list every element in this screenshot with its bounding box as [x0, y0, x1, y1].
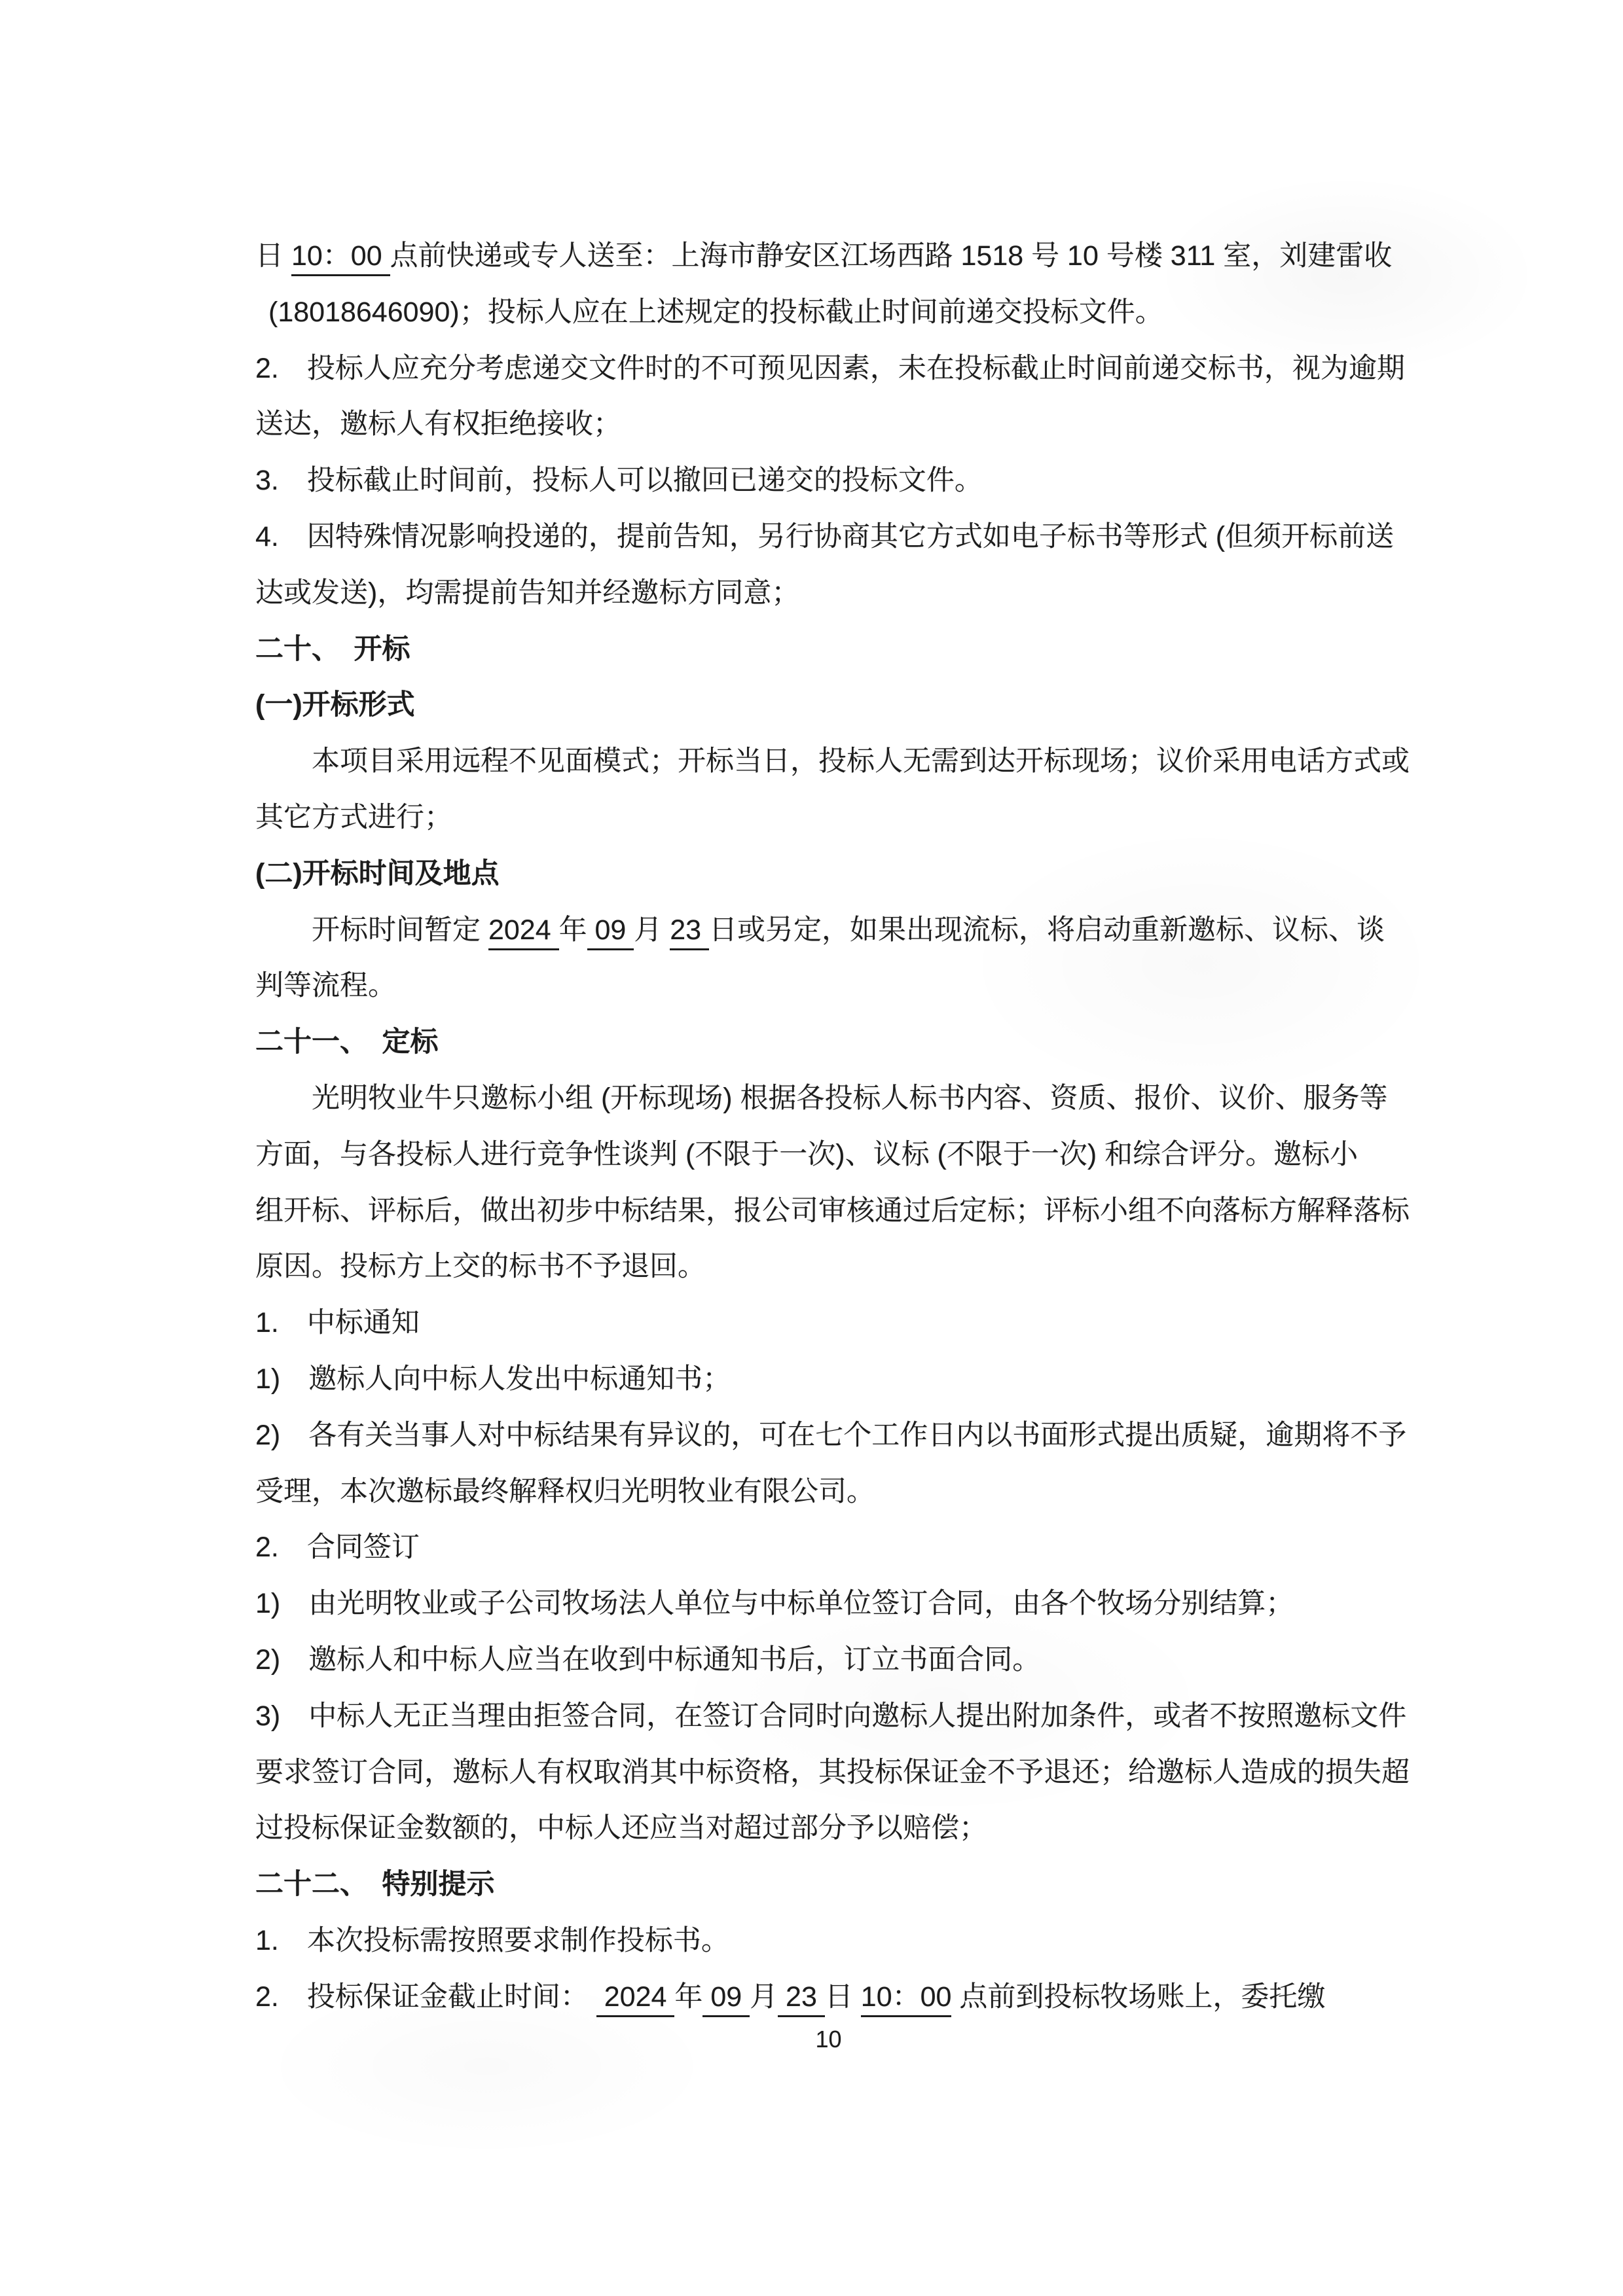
text-segment: 光明牧业牛只邀标小组 (开标现场) 根据各投标人标书内容、资质、报价、议价、服务等	[312, 1082, 1388, 1114]
text-line	[255, 1464, 1427, 1520]
text-segment: 1) 邀标人向中标人发出中标通知书；	[255, 1363, 731, 1395]
text-line	[255, 790, 1427, 846]
text-segment: 二十一、 定标	[255, 1026, 439, 1058]
text-line	[255, 1576, 1427, 1632]
text-line	[255, 1408, 1427, 1464]
text-segment: 2. 投标人应充分考虑递交文件时的不可预见因素，未在投标截止时间前递交标书，视为逾期	[255, 352, 1405, 384]
text-segment: (二)开标时间及地点	[255, 857, 500, 889]
text-line	[255, 1745, 1427, 1801]
text-segment: 2. 合同签订	[255, 1532, 420, 1564]
document-body	[255, 228, 1427, 2026]
text-segment: 日	[824, 1981, 861, 2013]
section-heading	[255, 846, 1427, 903]
text-line	[255, 1520, 1427, 1576]
text-segment: 2) 各有关当事人对中标结果有异议的，可在七个工作日内以书面形式提出质疑，逾期将不予	[255, 1419, 1407, 1451]
text-segment: 3. 投标截止时间前，投标人可以撤回已递交的投标文件。	[255, 465, 983, 497]
text-line	[255, 1801, 1427, 1857]
text-line	[255, 1352, 1427, 1408]
text-segment: 点前到投标牧场账上，委托缴	[951, 1981, 1326, 2013]
text-segment: (18018646090)；投标人应在上述规定的投标截止时间前递交投标文件。	[268, 296, 1163, 328]
text-line	[255, 1071, 1427, 1127]
text-segment: 方面，与各投标人进行竞争性谈判 (不限于一次)、议标 (不限于一次) 和综合评分。邀标小	[255, 1138, 1359, 1170]
text-segment: 开标时间暂定	[312, 914, 488, 946]
text-line	[255, 1632, 1427, 1689]
text-segment: 4. 因特殊情况影响投递的，提前告知，另行协商其它方式如电子标书等形式 (但须开标前送	[255, 520, 1395, 552]
underlined-value: 10：00	[291, 240, 390, 276]
text-segment: 1) 由光明牧业或子公司牧场法人单位与中标单位签订合同，由各个牧场分别结算；	[255, 1588, 1294, 1620]
underlined-value: 2024	[596, 1981, 675, 2017]
text-segment: 达或发送)，均需提前告知并经邀标方同意；	[255, 577, 800, 609]
page-footer	[0, 2026, 1623, 2053]
text-line	[255, 903, 1427, 959]
text-line	[255, 1969, 1427, 2026]
text-line	[255, 1913, 1427, 1969]
text-line	[255, 1183, 1427, 1240]
text-segment: 组开标、评标后，做出初步中标结果，报公司审核通过后定标；评标小组不向落标方解释落标	[255, 1194, 1410, 1227]
text-segment: 日	[255, 240, 291, 272]
text-line	[255, 958, 1427, 1014]
text-line	[255, 509, 1427, 565]
text-segment: 二十、 开标	[255, 633, 410, 665]
text-line	[255, 734, 1427, 790]
text-segment: 本项目采用远程不见面模式；开标当日，投标人无需到达开标现场；议价采用电话方式或	[312, 745, 1410, 778]
page-number: 10	[815, 2026, 842, 2053]
section-heading	[255, 1857, 1427, 1913]
section-heading	[255, 1014, 1427, 1071]
text-segment: 月	[750, 1981, 778, 2013]
text-segment: 判等流程。	[255, 970, 396, 1002]
underlined-value: 09	[702, 1981, 750, 2017]
underlined-value: 23	[778, 1981, 825, 2017]
text-segment: 1. 中标通知	[255, 1307, 420, 1339]
text-line	[255, 565, 1427, 622]
text-segment: 日或另定，如果出现流标，将启动重新邀标、议标、谈	[709, 914, 1385, 946]
text-line	[255, 228, 1427, 285]
text-segment: 过投标保证金数额的，中标人还应当对超过部分予以赔偿；	[255, 1812, 987, 1844]
underlined-value: 23	[670, 914, 709, 950]
text-segment: 3) 中标人无正当理由拒签合同，在签订合同时向邀标人提出附加条件，或者不按照邀标文件	[255, 1700, 1407, 1732]
text-segment: 原因。投标方上交的标书不予退回。	[255, 1251, 706, 1283]
section-heading	[255, 677, 1427, 734]
text-segment: 要求签订合同，邀标人有权取消其中标资格，其投标保证金不予退还；给邀标人造成的损失超	[255, 1756, 1410, 1788]
text-segment: 2. 投标保证金截止时间：	[255, 1981, 596, 2013]
text-line	[255, 453, 1427, 509]
underlined-value: 2024	[488, 914, 559, 950]
underlined-value: 10：00	[861, 1981, 952, 2017]
text-segment: 二十二、 特别提示	[255, 1869, 495, 1901]
text-segment: 受理，本次邀标最终解释权归光明牧业有限公司。	[255, 1475, 875, 1507]
text-line	[255, 1127, 1427, 1183]
text-line	[255, 341, 1427, 397]
text-line	[255, 1689, 1427, 1745]
text-line	[255, 397, 1427, 453]
text-line	[255, 285, 1427, 341]
text-segment: 月	[634, 914, 670, 946]
text-segment: 年	[558, 914, 587, 946]
text-segment: 2) 邀标人和中标人应当在收到中标通知书后，订立书面合同。	[255, 1643, 1041, 1676]
text-segment: 点前快递或专人送至：上海市静安区江场西路 1518 号 10 号楼 311 室，刘建雷收	[390, 240, 1393, 272]
text-segment: 1. 本次投标需按照要求制作投标书。	[255, 1924, 729, 1956]
underlined-value: 09	[587, 914, 634, 950]
text-line	[255, 1295, 1427, 1352]
text-segment: (一)开标形式	[255, 689, 415, 721]
text-segment: 其它方式进行；	[255, 801, 452, 833]
text-segment: 送达，邀标人有权拒绝接收；	[255, 408, 621, 440]
text-segment: 年	[674, 1981, 703, 2013]
document-lines	[255, 228, 1427, 2026]
text-line	[255, 1239, 1427, 1295]
section-heading	[255, 622, 1427, 678]
